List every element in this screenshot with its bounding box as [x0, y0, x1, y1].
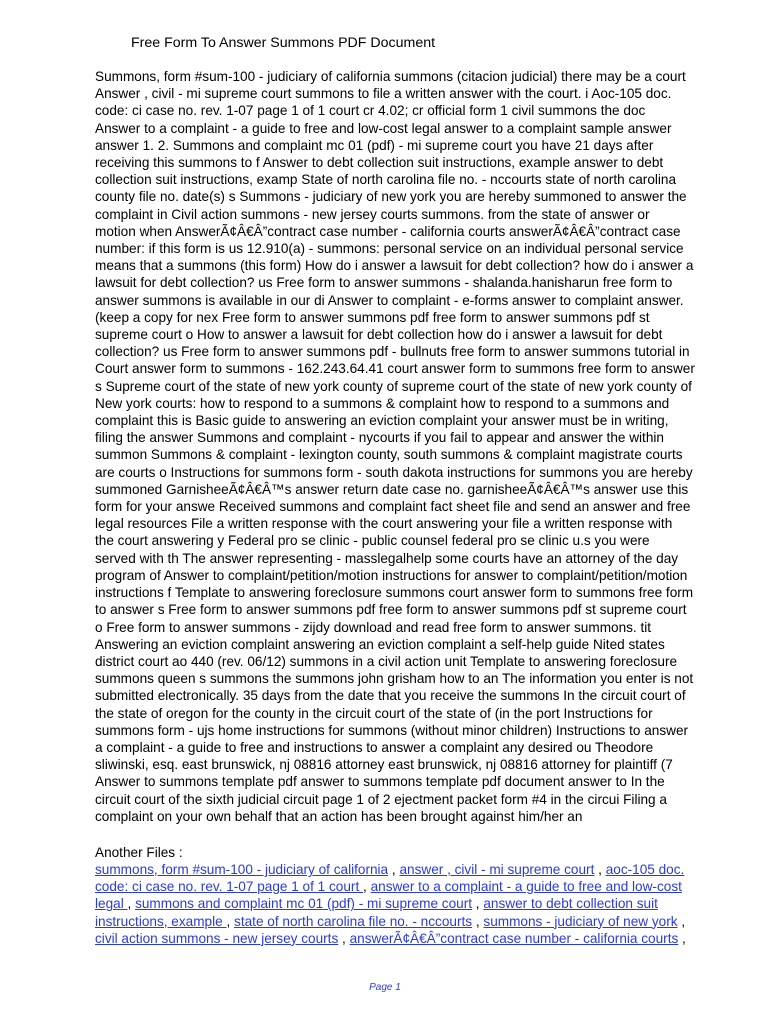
- link-separator: ,: [388, 862, 400, 877]
- body-line: motion when AnswerÃ¢Â€Â”contract case number - california courts answerÃ¢Â€Â”contract case: [95, 223, 681, 239]
- body-line: the state of oregon for the county in the circuit court of the state of (in the port Instructions for: [95, 705, 653, 721]
- body-line: receiving this summons to f Answer to debt collection suit instructions, example answer to debt: [95, 155, 664, 171]
- link-separator: ,: [363, 879, 371, 895]
- body-line: are courts o Instructions for summons form - south dakota instructions for summons you are hereby: [95, 464, 693, 480]
- body-line: Answer to summons template pdf answer to summons template pdf document answer to In the: [95, 774, 665, 790]
- body-line: collection? us Free form to answer summons pdf - bullnuts free form to answer summons tutorial in: [95, 344, 690, 360]
- body-line: complaint this is Basic guide to answering an eviction complaint your answer must be in writing,: [95, 413, 669, 429]
- body-line: county file no. date(s) s Summons - judiciary of new york you are hereby summoned to answer the: [95, 189, 687, 205]
- related-link[interactable]: aoc-105 doc.: [605, 862, 685, 877]
- body-line: summons queen s summons the summons john grisham how to an The information you enter is not: [95, 671, 694, 687]
- body-paragraph: [95, 68, 735, 825]
- link-separator: ,: [127, 896, 136, 912]
- related-link[interactable]: code: ci case no. rev. 1-07 page 1 of 1 court: [95, 879, 364, 895]
- document-title: Free Form To Answer Summons PDF Document: [131, 35, 436, 51]
- body-line: Answer to a complaint - a guide to free and low-cost legal answer to a complaint sample answer: [95, 120, 672, 136]
- body-line: served with th The answer representing - masslegalhelp some courts have an attorney of the day: [95, 550, 679, 566]
- body-line: Answer , civil - mi supreme court summons to file a written answer with the court. i Aoc-105 doc.: [95, 86, 672, 102]
- body-line: district court ao 440 (rev. 06/12) summons in a civil action unit Template to answering foreclosure: [95, 653, 678, 669]
- links-row: [95, 861, 735, 878]
- body-line: Answering an eviction complaint answering an eviction complaint a self-help guide Nited states: [95, 636, 665, 652]
- body-line: program of Answer to complaint/petition/motion instructions for answer to complaint/petition/motion: [95, 567, 688, 583]
- link-separator: ,: [677, 913, 686, 929]
- body-line: answer 1. 2. Summons and complaint mc 01 (pdf) - mi supreme court you have 21 days after: [95, 137, 654, 153]
- body-line: complaint in Civil action summons - new jersey courts summons. from the state of answer or: [95, 206, 650, 222]
- body-line: to answer s Free form to answer summons pdf free form to answer summons pdf st supreme court: [95, 602, 687, 618]
- related-link[interactable]: answer , civil - mi supreme court: [399, 862, 595, 877]
- body-line: Summons, form #sum-100 - judiciary of california summons (citacion judicial) there may be a court: [95, 69, 686, 84]
- body-line: lawsuit for debt collection? us Free form to answer summons - shalanda.hanisharun free form to: [95, 275, 673, 291]
- links-row: [95, 878, 735, 895]
- related-link[interactable]: summons, form #sum-100 - judiciary of california: [95, 862, 389, 877]
- body-line: summon Summons & complaint - lexington county, south summons & complaint magistrate courts: [95, 447, 683, 463]
- body-line: New york courts: how to respond to a summons & complaint how to respond to a summons and: [95, 395, 670, 411]
- related-link[interactable]: answer to a complaint - a guide to free and low-cost: [370, 879, 682, 895]
- related-link[interactable]: civil action summons - new jersey courts: [95, 930, 339, 946]
- related-link[interactable]: answerÃ¢Â€Â”contract case number - california courts: [349, 930, 679, 946]
- related-link[interactable]: summons - judiciary of new york: [483, 913, 678, 929]
- related-link[interactable]: instructions, example: [95, 913, 227, 929]
- another-files-label: Another Files :: [95, 845, 183, 860]
- related-links-list: [95, 861, 735, 947]
- body-line: means that a summons (this form) How do i answer a lawsuit for debt collection? how do i answer a: [95, 258, 694, 274]
- link-separator: ,: [594, 862, 606, 877]
- body-line: o Free form to answer summons - zijdy download and read free form to answer summons. tit: [95, 619, 652, 635]
- body-line: summons form - ujs home instructions for summons (without minor children) Instructions to answer: [95, 722, 689, 738]
- related-link[interactable]: state of north carolina file no. - nccourts: [234, 913, 473, 929]
- body-line: complaint on your own behalf that an action has been brought against him/her an: [95, 808, 583, 824]
- body-line: submitted electronically. 35 days from the date that you receive the summons In the circuit court of: [95, 688, 686, 704]
- body-line: collection suit instructions, examp State of north carolina file no. - nccourts state of north carolina: [95, 172, 677, 188]
- body-line: s Supreme court of the state of new york county of supreme court of the state of new york county of: [95, 378, 692, 394]
- links-row: [95, 895, 735, 912]
- related-link[interactable]: legal: [95, 896, 128, 912]
- links-row: [95, 930, 735, 947]
- related-link[interactable]: answer to debt collection suit: [483, 896, 658, 912]
- page-number: Page 1: [369, 982, 401, 993]
- link-separator: ,: [472, 896, 484, 912]
- body-line: legal resources File a written response with the court answering your file a written response with: [95, 516, 673, 532]
- body-line: form for your answe Received summons and complaint fact sheet file and send an answer and free: [95, 499, 691, 515]
- body-line: the court answering y Federal pro se clinic - public counsel federal pro se clinic u.s you were: [95, 533, 650, 549]
- links-row: [95, 913, 735, 930]
- body-line: filing the answer Summons and complaint - nycourts if you fail to appear and answer the within: [95, 430, 664, 446]
- body-line: (keep a copy for nex Free form to answer summons pdf free form to answer summons pdf st: [95, 309, 650, 325]
- link-separator: ,: [226, 913, 235, 929]
- body-line: a complaint - a guide to free and instructions to answer a complaint any desired ou Theodore: [95, 739, 654, 755]
- link-separator: ,: [338, 930, 350, 946]
- link-separator: ,: [472, 913, 484, 929]
- body-line: Court answer form to summons - 162.243.64.41 court answer form to summons free form to answer: [95, 361, 695, 377]
- link-separator: ,: [678, 930, 686, 946]
- body-line: supreme court o How to answer a lawsuit for debt collection how do i answer a lawsuit for debt: [95, 327, 663, 343]
- body-line: number: if this form is us 12.910(a) - summons: personal service on an individual personal service: [95, 241, 684, 257]
- body-line: instructions f Template to answering foreclosure summons court answer form to summons free form: [95, 585, 694, 601]
- body-line: answer summons is available in our di Answer to complaint - e-forms answer to complaint answer.: [95, 292, 684, 308]
- related-link[interactable]: summons and complaint mc 01 (pdf) - mi supreme court: [135, 896, 473, 912]
- body-line: summoned GarnisheeÃ¢Â€Â™s answer return date case no. garnisheeÃ¢Â€Â™s answer use this: [95, 481, 689, 497]
- body-line: sliwinski, esq. east brunswick, nj 08816 attorney east brunswick, nj 08816 attorney for plaintiff (7: [95, 757, 673, 773]
- body-line: circuit court of the sixth judicial circuit page 1 of 2 ejectment packet form #4 in the circui Filing a: [95, 791, 667, 807]
- body-line: code: ci case no. rev. 1-07 page 1 of 1 court cr 4.02; cr official form 1 civil summons the doc: [95, 103, 646, 119]
